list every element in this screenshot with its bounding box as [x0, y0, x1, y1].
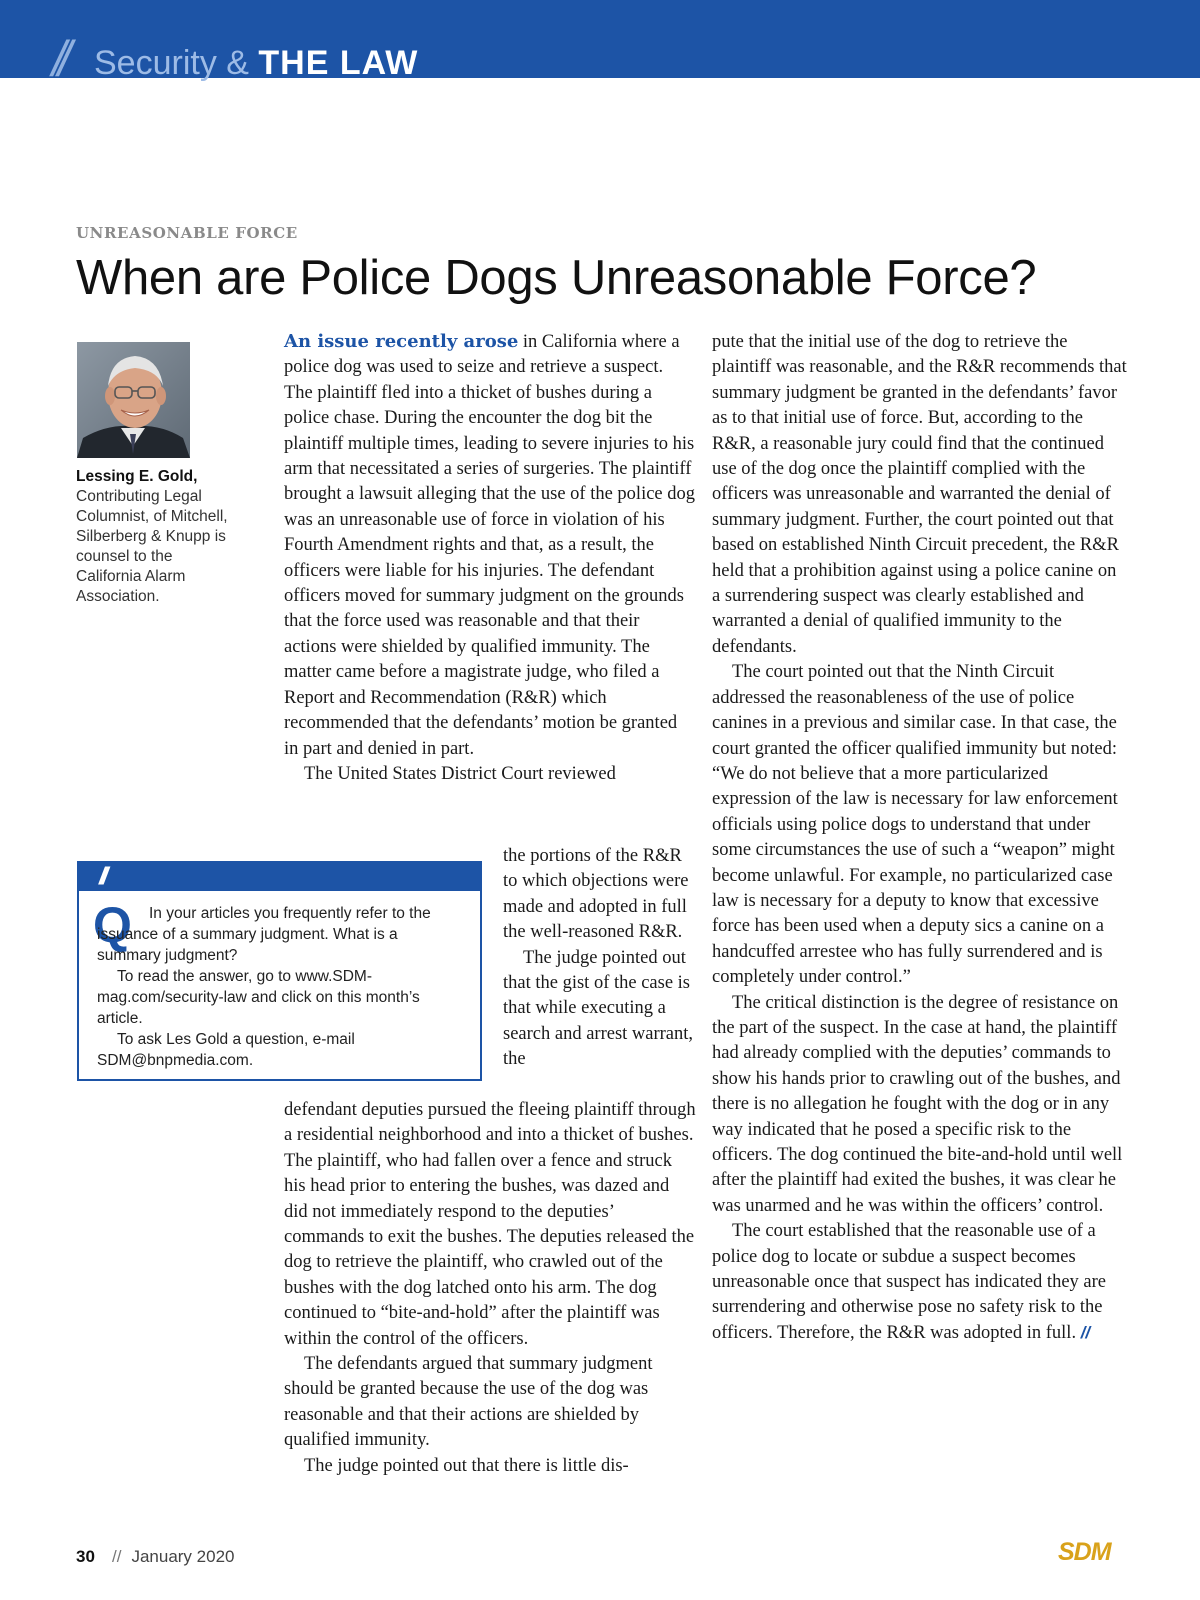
- issue-date-text: January 2020: [131, 1547, 235, 1566]
- double-slash-icon: //: [52, 31, 64, 87]
- author-bio-text: Contributing Legal Columnist, of Mitchell, Silberberg & Knupp is counsel to the California Alarm Association.: [76, 488, 228, 605]
- article-paragraph: The judge pointed out that there is little dis-: [304, 1455, 629, 1476]
- author-bio: [76, 467, 236, 607]
- qa-question: In your articles you frequently refer to the issuance of a summary judgment. What is a summary judgment?: [97, 905, 431, 964]
- q-drop-cap: Q: [93, 897, 132, 953]
- article-paragraph: The judge pointed out that the gist of the case is that while executing a search and arrest warrant, the: [503, 947, 694, 1070]
- section-title-bold: THE LAW: [258, 44, 419, 82]
- qa-sidebar-box: [77, 861, 482, 1081]
- article-paragraph: [284, 330, 696, 762]
- section-title: [94, 46, 418, 80]
- article-column-1-bottom: [284, 1098, 696, 1479]
- footer-separator: //: [112, 1547, 122, 1566]
- article-paragraph: The court pointed out that the Ninth Circuit addressed the reasonableness of the use of police canines in a previous and similar case. In that case, the court granted the officer qualified immunity but noted: “We do not believe that a more particularized expression of the law is necessary for law enforcement officials using police dogs to understand that under some circumstances the use of such a “weapon” might become unlawful. For example, no particularized case law is necessary for a deputy to know that excessive force has been used when a deputy sics a canine on a handcuffed arrestee who has fully surrendered and is completely under control.”: [712, 662, 1118, 988]
- article-column-1-wrap: [503, 844, 695, 1073]
- author-name: Lessing E. Gold,: [76, 468, 198, 485]
- article-paragraph: the portions of the R&R to which objections were made and adopted in full the well-reasoned R&R.: [503, 846, 689, 943]
- end-mark-icon: //: [1080, 1322, 1091, 1342]
- qa-box-text: [97, 903, 452, 1071]
- article-paragraph: defendant deputies pursued the fleeing plaintiff through a residential neighborhood and into a thicket of bushes. The plaintiff, who had fallen over a fence and struck his head prior to entering the bushes, was dazed and did not immediately respond to the deputies’ commands to exit the bushes. The deputies released the dog to retrieve the plaintiff, who crawled out of the bushes with the dog latched onto his arm. The dog continued to “bite-and-hold” after the plaintiff was within the control of the officers.: [284, 1100, 696, 1349]
- double-slash-icon: //: [99, 863, 105, 890]
- article-paragraph-text: The court established that the reasonable use of a police dog to locate or subdue a suspect becomes unreasonable once that suspect has indicated they are surrendering and otherwise pose no safety risk to the officers. Therefore, the R&R was adopted in full.: [712, 1221, 1106, 1343]
- issue-date: [112, 1548, 234, 1565]
- page-number: 30: [76, 1547, 95, 1566]
- author-photo: [77, 342, 190, 458]
- sdm-logo: SDM: [1058, 1538, 1111, 1566]
- article-paragraph-text: in California where a police dog was used to seize and retrieve a suspect. The plaintiff fled into a thicket of bushes during a police chase. During the encounter the dog bit the plaintiff multiple times, leading to severe injuries to his arm that necessitated a series of surgeries. The plaintiff brought a lawsuit alleging that the use of the police dog was an unreasonable use of force in violation of his Fourth Amendment rights and that, as a result, the officers were liable for his injuries. The defendant officers moved for summary judgment on the grounds that the force used was reasonable and that their actions were shielded by qualified immunity. The matter came before a magistrate judge, who filed a Report and Recommendation (R&R) which recommended that the defendants’ motion be granted in part and denied in part.: [284, 332, 696, 759]
- article-paragraph: The defendants argued that summary judgment should be granted because the use of the dog was reasonable and that their actions are shielded by qualified immunity.: [284, 1354, 653, 1451]
- article-column-2: [712, 330, 1128, 1346]
- article-paragraph: The United States District Court reviewed: [304, 763, 616, 784]
- article-paragraph: The critical distinction is the degree of resistance on the part of the suspect. In the case at hand, the plaintiff had already complied with the deputies’ commands to show his hands prior to crawling out of the bushes, and there is no allegation he fought with the dog or in any way indicated that he posed a specific risk to the officers. The dog continued the bite-and-hold until well after the plaintiff had exited the bushes, it was clear he was unarmed and he was within the officers’ control.: [712, 992, 1123, 1216]
- article-headline: When are Police Dogs Unreasonable Force?: [76, 251, 1037, 305]
- qa-ask-email-text: To ask Les Gold a question, e-mail SDM@bnpmedia.com.: [97, 1031, 355, 1069]
- article-paragraph: [712, 1219, 1128, 1346]
- article-lead-in: An issue recently arose: [284, 331, 519, 352]
- article-paragraph: pute that the initial use of the dog to retrieve the plaintiff was reasonable, and the R&R recommends that summary judgment be granted in the defendants’ favor as to that initial use of force. But, according to the R&R, a reasonable jury could find that the continued use of the dog once the plaintiff complied with the officers was unreasonable and warranted the denial of summary judgment. Further, the court pointed out that based on established Ninth Circuit precedent, the R&R held that a prohibition against using a police canine on a surrendering suspect was clearly established and warranted a denial of qualified immunity to the defendants.: [712, 332, 1127, 657]
- section-title-prefix: Security &: [94, 44, 259, 82]
- article-kicker: UNREASONABLE FORCE: [76, 224, 298, 242]
- article-column-1-top: [284, 330, 696, 787]
- qa-answer-link-text: To read the answer, go to www.SDM-mag.com/security-law and click on this month’s article.: [97, 968, 420, 1027]
- qa-box-header-band: [79, 863, 480, 891]
